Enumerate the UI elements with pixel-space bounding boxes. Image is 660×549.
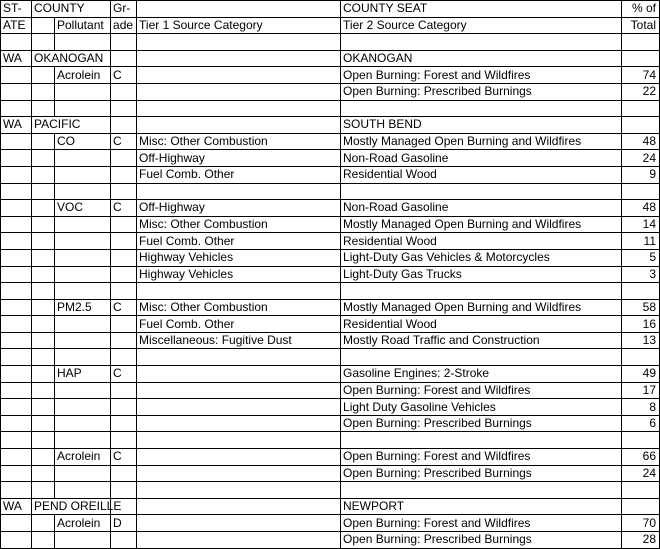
pollutant-cell (55, 100, 111, 117)
grade-cell (111, 316, 137, 333)
tier1-cell (137, 117, 341, 134)
state-cell: ST- (1, 1, 32, 18)
tier2-cell: Residential Wood (341, 166, 622, 183)
table-row (1, 249, 660, 266)
percent-cell: 13 (622, 332, 660, 349)
grade-cell (111, 183, 137, 200)
tier2-cell: Residential Wood (341, 233, 622, 250)
grade-cell: C (111, 449, 137, 466)
pollutant-cell (55, 166, 111, 183)
pollutant-cell (55, 249, 111, 266)
county-cell (32, 249, 55, 266)
pollutant-cell: Pollutant (55, 17, 111, 34)
county-cell (32, 283, 55, 300)
tier1-cell (137, 283, 341, 300)
grade-cell: C (111, 133, 137, 150)
percent-cell: 17 (622, 382, 660, 399)
grade-cell (111, 532, 137, 549)
tier2-cell: Non-Road Gasoline (341, 150, 622, 167)
tier2-cell (341, 283, 622, 300)
table-row (1, 150, 660, 167)
county-cell: PEND OREILLE (32, 498, 111, 515)
pollutant-cell (55, 532, 111, 549)
state-cell (1, 316, 32, 333)
county-cell (32, 415, 55, 432)
table-row (1, 283, 660, 300)
county-cell (32, 100, 55, 117)
tier1-cell (137, 515, 341, 532)
county-cell (32, 150, 55, 167)
tier2-cell: Open Burning: Prescribed Burnings (341, 415, 622, 432)
pollutant-cell (55, 216, 111, 233)
tier1-cell: Misc: Other Combustion (137, 299, 341, 316)
grade-cell (111, 34, 137, 51)
county-cell (32, 382, 55, 399)
tier1-cell (137, 183, 341, 200)
tier1-cell: Fuel Comb. Other (137, 233, 341, 250)
state-cell (1, 34, 32, 51)
grade-cell (111, 432, 137, 449)
percent-cell (622, 50, 660, 67)
state-cell (1, 332, 32, 349)
table-row (1, 515, 660, 532)
table-row (1, 34, 660, 51)
pollutant-cell (55, 399, 111, 416)
tier2-cell: Open Burning: Prescribed Burnings (341, 83, 622, 100)
tier1-cell (137, 465, 341, 482)
tier1-cell (137, 67, 341, 84)
tier2-cell (341, 482, 622, 499)
table-row (1, 216, 660, 233)
tier1-cell (137, 415, 341, 432)
grade-cell (111, 266, 137, 283)
percent-cell (622, 498, 660, 515)
header-row (1, 17, 660, 34)
county-cell (32, 366, 55, 383)
tier2-cell (341, 432, 622, 449)
tier2-cell: Non-Road Gasoline (341, 200, 622, 217)
tier2-cell: Mostly Managed Open Burning and Wildfires (341, 133, 622, 150)
table-row (1, 67, 660, 84)
county-cell (32, 133, 55, 150)
county-cell (32, 83, 55, 100)
state-cell (1, 432, 32, 449)
county-cell (32, 332, 55, 349)
state-cell (1, 349, 32, 366)
table-row (1, 332, 660, 349)
grade-cell: D (111, 515, 137, 532)
grade-cell: C (111, 200, 137, 217)
grade-cell (111, 482, 137, 499)
tier1-cell (137, 1, 341, 18)
percent-cell: % of (622, 1, 660, 18)
pollutant-cell (55, 382, 111, 399)
tier1-cell: Highway Vehicles (137, 249, 341, 266)
table-row (1, 83, 660, 100)
table-row (1, 200, 660, 217)
grade-cell (111, 233, 137, 250)
state-cell (1, 249, 32, 266)
state-cell (1, 166, 32, 183)
pollutant-cell (55, 83, 111, 100)
tier2-cell: Mostly Road Traffic and Construction (341, 332, 622, 349)
percent-cell: 8 (622, 399, 660, 416)
tier2-cell: Gasoline Engines: 2-Stroke (341, 366, 622, 383)
percent-cell: 14 (622, 216, 660, 233)
tier2-cell (341, 183, 622, 200)
grade-cell (111, 465, 137, 482)
grade-cell: C (111, 299, 137, 316)
percent-cell (622, 100, 660, 117)
grade-cell (111, 349, 137, 366)
state-cell (1, 366, 32, 383)
percent-cell: 24 (622, 465, 660, 482)
table-row (1, 166, 660, 183)
percent-cell: 58 (622, 299, 660, 316)
tier1-cell (137, 382, 341, 399)
tier1-cell (137, 498, 341, 515)
county-cell (32, 349, 55, 366)
grade-cell: Gr- (111, 1, 137, 18)
state-cell (1, 532, 32, 549)
tier1-cell: Misc: Other Combustion (137, 133, 341, 150)
table-row (1, 415, 660, 432)
tier1-cell: Miscellaneous: Fugitive Dust (137, 332, 341, 349)
state-cell (1, 83, 32, 100)
state-cell (1, 150, 32, 167)
pollutant-cell (55, 465, 111, 482)
pollutant-cell (55, 34, 111, 51)
table-row (1, 432, 660, 449)
table-row (1, 465, 660, 482)
county-cell (32, 166, 55, 183)
table-row (1, 133, 660, 150)
pollutant-cell: Acrolein (55, 449, 111, 466)
table-header (1, 1, 660, 34)
tier2-cell: Residential Wood (341, 316, 622, 333)
percent-cell (622, 482, 660, 499)
percent-cell: 22 (622, 83, 660, 100)
table-row (1, 100, 660, 117)
state-cell (1, 515, 32, 532)
table-row (1, 316, 660, 333)
percent-cell: 16 (622, 316, 660, 333)
grade-cell (111, 166, 137, 183)
state-cell (1, 216, 32, 233)
percent-cell: 48 (622, 133, 660, 150)
tier2-cell: Light Duty Gasoline Vehicles (341, 399, 622, 416)
county-cell (32, 299, 55, 316)
pollutant-cell (55, 233, 111, 250)
table-row (1, 532, 660, 549)
pollutant-cell: CO (55, 133, 111, 150)
percent-cell: 66 (622, 449, 660, 466)
pollutant-cell (55, 332, 111, 349)
percent-cell (622, 117, 660, 134)
tier2-cell (341, 349, 622, 366)
grade-cell (111, 283, 137, 300)
state-cell (1, 299, 32, 316)
table-row (1, 349, 660, 366)
tier2-cell: Open Burning: Forest and Wildfires (341, 67, 622, 84)
table-row (1, 233, 660, 250)
pollutant-cell: PM2.5 (55, 299, 111, 316)
tier2-cell: Tier 2 Source Category (341, 17, 622, 34)
state-cell: WA (1, 498, 32, 515)
state-cell (1, 449, 32, 466)
percent-cell (622, 34, 660, 51)
percent-cell (622, 283, 660, 300)
table-row (1, 449, 660, 466)
pollutant-cell (55, 266, 111, 283)
table-row (1, 382, 660, 399)
pollutant-cell (55, 415, 111, 432)
state-cell: WA (1, 50, 32, 67)
tier1-cell (137, 100, 341, 117)
pollutant-cell: HAP (55, 366, 111, 383)
grade-cell (111, 415, 137, 432)
pollutant-cell (55, 150, 111, 167)
tier2-cell: Open Burning: Prescribed Burnings (341, 465, 622, 482)
tier2-cell: Light-Duty Gas Vehicles & Motorcycles (341, 249, 622, 266)
county-row (1, 498, 660, 515)
percent-cell: 28 (622, 532, 660, 549)
county-row (1, 117, 660, 134)
tier2-cell: Mostly Managed Open Burning and Wildfires (341, 216, 622, 233)
grade-cell (111, 216, 137, 233)
tier1-cell: Fuel Comb. Other (137, 316, 341, 333)
state-cell (1, 382, 32, 399)
tier2-cell: Open Burning: Forest and Wildfires (341, 449, 622, 466)
pollutant-cell (55, 183, 111, 200)
percent-cell: 11 (622, 233, 660, 250)
grade-cell (111, 332, 137, 349)
county-cell (32, 482, 55, 499)
tier2-cell: Mostly Managed Open Burning and Wildfires (341, 299, 622, 316)
tier1-cell (137, 83, 341, 100)
grade-cell (111, 117, 137, 134)
pollutant-cell: VOC (55, 200, 111, 217)
county-cell (32, 266, 55, 283)
tier1-cell: Off-Highway (137, 200, 341, 217)
grade-cell (111, 83, 137, 100)
percent-cell: 70 (622, 515, 660, 532)
tier2-cell: Open Burning: Forest and Wildfires (341, 515, 622, 532)
tier2-cell: Light-Duty Gas Trucks (341, 266, 622, 283)
grade-cell: C (111, 67, 137, 84)
tier1-cell (137, 532, 341, 549)
percent-cell: Total (622, 17, 660, 34)
state-cell (1, 67, 32, 84)
state-cell (1, 482, 32, 499)
pollutant-cell (55, 316, 111, 333)
tier1-cell (137, 366, 341, 383)
table-row (1, 482, 660, 499)
pollutant-cell (55, 482, 111, 499)
table-body (1, 34, 660, 548)
county-cell: COUNTY (32, 1, 111, 18)
grade-cell (111, 249, 137, 266)
tier1-cell: Off-Highway (137, 150, 341, 167)
state-cell (1, 283, 32, 300)
pollutant-cell (55, 283, 111, 300)
tier2-cell: SOUTH BEND (341, 117, 622, 134)
tier1-cell: Misc: Other Combustion (137, 216, 341, 233)
tier1-cell (137, 50, 341, 67)
grade-cell (111, 382, 137, 399)
county-cell (32, 200, 55, 217)
county-cell (32, 515, 55, 532)
county-cell (32, 216, 55, 233)
state-cell: WA (1, 117, 32, 134)
tier1-cell (137, 482, 341, 499)
pollutant-cell (55, 432, 111, 449)
table-row (1, 366, 660, 383)
grade-cell (111, 150, 137, 167)
county-row (1, 50, 660, 67)
table-row (1, 183, 660, 200)
tier1-cell (137, 449, 341, 466)
state-cell (1, 100, 32, 117)
percent-cell: 3 (622, 266, 660, 283)
percent-cell: 74 (622, 67, 660, 84)
county-cell (32, 532, 55, 549)
state-cell (1, 200, 32, 217)
tier2-cell: Open Burning: Prescribed Burnings (341, 532, 622, 549)
percent-cell: 5 (622, 249, 660, 266)
state-cell (1, 465, 32, 482)
grade-cell (111, 50, 137, 67)
percent-cell: 6 (622, 415, 660, 432)
tier2-cell: OKANOGAN (341, 50, 622, 67)
percent-cell (622, 349, 660, 366)
grade-cell (111, 100, 137, 117)
tier1-cell: Fuel Comb. Other (137, 166, 341, 183)
tier1-cell (137, 34, 341, 51)
header-row (1, 1, 660, 18)
tier1-cell: Highway Vehicles (137, 266, 341, 283)
tier2-cell: COUNTY SEAT (341, 1, 622, 18)
pollutant-cell: Acrolein (55, 515, 111, 532)
state-cell (1, 266, 32, 283)
county-cell (32, 233, 55, 250)
state-cell (1, 415, 32, 432)
tier2-cell: NEWPORT (341, 498, 622, 515)
county-cell (32, 67, 55, 84)
grade-cell: C (111, 366, 137, 383)
percent-cell: 24 (622, 150, 660, 167)
county-cell (32, 432, 55, 449)
county-cell (32, 465, 55, 482)
county-cell (32, 449, 55, 466)
county-cell (32, 183, 55, 200)
county-cell (32, 34, 55, 51)
county-cell (32, 17, 55, 34)
tier2-cell: Open Burning: Forest and Wildfires (341, 382, 622, 399)
grade-cell (111, 399, 137, 416)
county-cell (32, 316, 55, 333)
county-cell: OKANOGAN (32, 50, 111, 67)
grade-cell: ade (111, 17, 137, 34)
county-cell: PACIFIC (32, 117, 111, 134)
state-cell (1, 233, 32, 250)
table-row (1, 299, 660, 316)
state-cell (1, 133, 32, 150)
state-cell (1, 399, 32, 416)
tier1-cell (137, 349, 341, 366)
percent-cell (622, 432, 660, 449)
tier2-cell (341, 100, 622, 117)
state-cell: ATE (1, 17, 32, 34)
tier1-cell (137, 399, 341, 416)
pollutant-cell: Acrolein (55, 67, 111, 84)
state-cell (1, 183, 32, 200)
pollutant-cell (55, 349, 111, 366)
tier2-cell (341, 34, 622, 51)
table-row (1, 266, 660, 283)
percent-cell (622, 183, 660, 200)
percent-cell: 9 (622, 166, 660, 183)
tier1-cell: Tier 1 Source Category (137, 17, 341, 34)
tier1-cell (137, 432, 341, 449)
county-cell (32, 399, 55, 416)
percent-cell: 49 (622, 366, 660, 383)
table-row (1, 399, 660, 416)
percent-cell: 48 (622, 200, 660, 217)
